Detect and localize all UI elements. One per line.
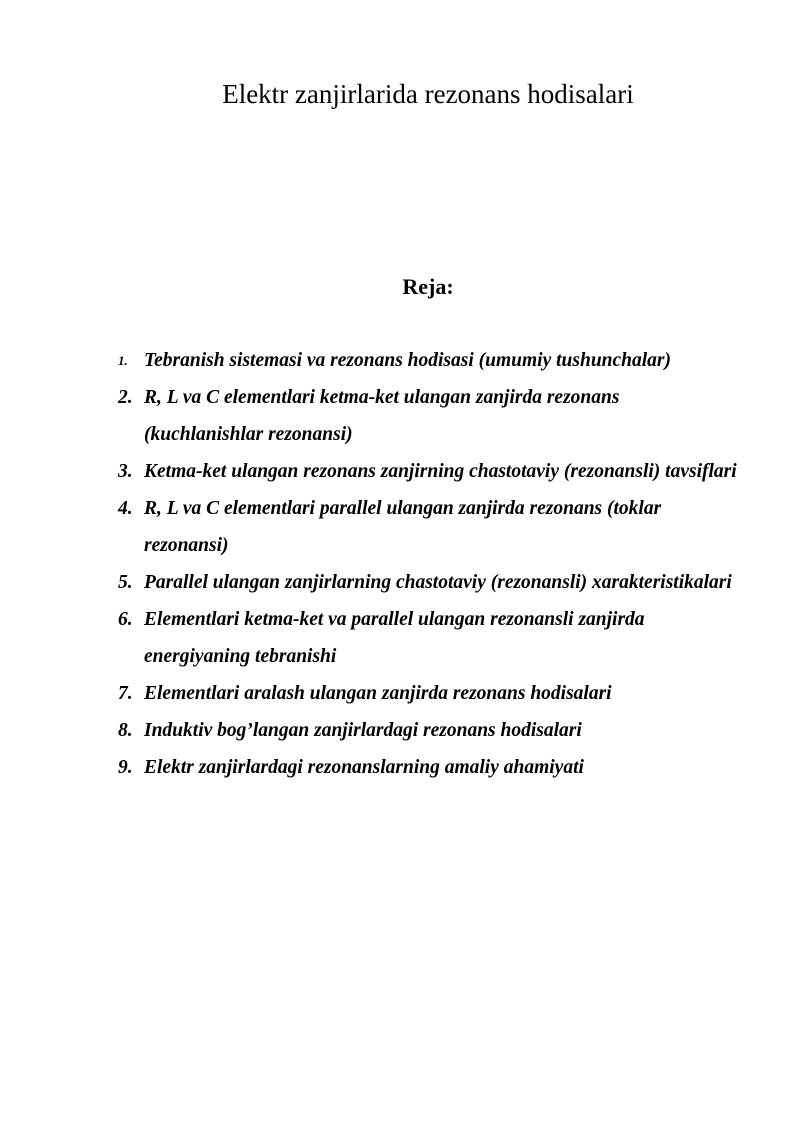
list-item-number: 6. xyxy=(118,609,133,630)
list-item-text: R, L va C elementlari parallel ulangan zanjirda rezonans (toklar rezonansi) xyxy=(144,498,662,556)
plan-heading: Reja: xyxy=(402,274,454,299)
list-item-number: 1. xyxy=(118,353,128,368)
list-item xyxy=(118,379,738,453)
list-item xyxy=(118,749,738,786)
plan-list xyxy=(118,342,738,786)
list-item-number: 3. xyxy=(118,461,133,482)
document-title: Elektr zanjirlarida rezonans hodisalari xyxy=(222,79,634,109)
list-item-text: Tebranish sistemasi va rezonans hodisasi (umumiy tushunchalar) xyxy=(144,350,672,371)
list-item xyxy=(118,675,738,712)
list-item-number: 2. xyxy=(118,387,133,408)
list-item-text: Parallel ulangan zanjirlarning chastotaviy (rezonansli) xarakteristikalari xyxy=(144,572,732,593)
list-item-text: Induktiv bog’langan zanjirlardagi rezonans hodisalari xyxy=(144,720,582,741)
list-item xyxy=(118,601,738,675)
list-item xyxy=(118,453,738,490)
list-item-text: Elektr zanjirlardagi rezonanslarning amaliy ahamiyati xyxy=(144,757,584,778)
list-item xyxy=(118,564,738,601)
list-item-text: Elementlari ketma-ket va parallel ulangan rezonansli zanjirda energiyaning tebranishi xyxy=(144,609,645,667)
list-item-number: 7. xyxy=(118,683,133,704)
list-item-number: 5. xyxy=(118,572,133,593)
list-item xyxy=(118,342,738,379)
list-item-number: 4. xyxy=(118,498,133,519)
list-item-number: 8. xyxy=(118,720,133,741)
list-item-text: Ketma-ket ulangan rezonans zanjirning chastotaviy (rezonansli) tavsiflari xyxy=(144,461,737,482)
list-item xyxy=(118,490,738,564)
list-item xyxy=(118,712,738,749)
list-item-text: R, L va C elementlari ketma-ket ulangan zanjirda rezonans (kuchlanishlar rezonansi) xyxy=(144,387,620,445)
list-item-number: 9. xyxy=(118,757,133,778)
list-item-text: Elementlari aralash ulangan zanjirda rezonans hodisalari xyxy=(144,683,612,704)
